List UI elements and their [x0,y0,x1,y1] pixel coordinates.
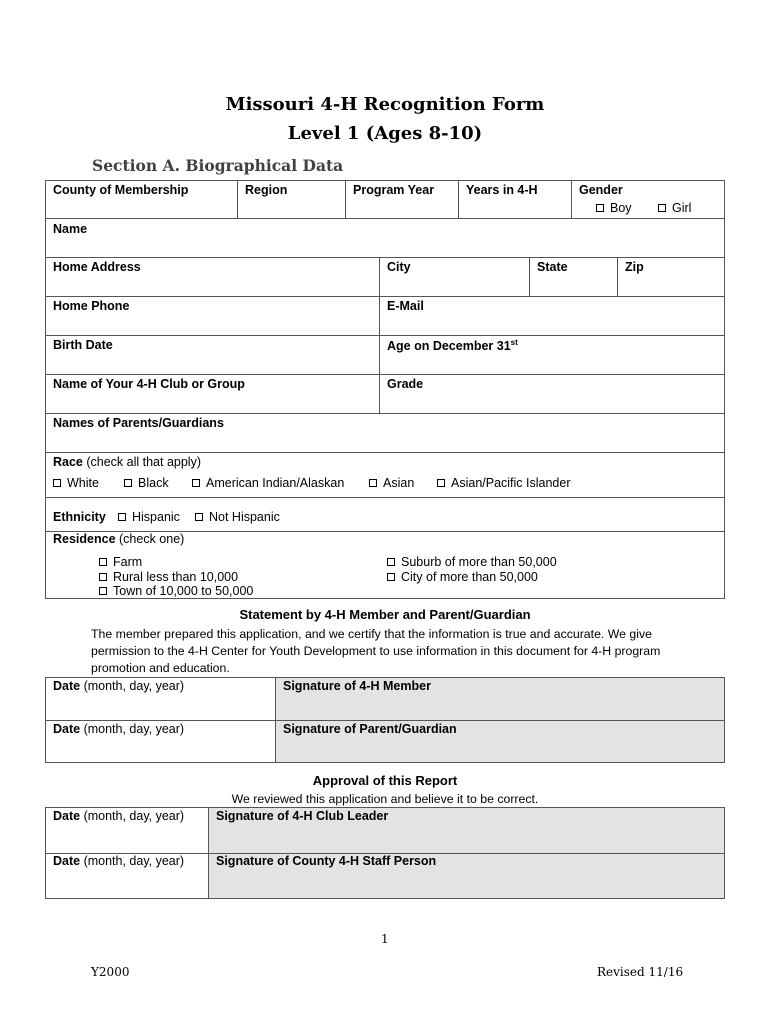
birth-date-label: Birth Date [53,338,113,352]
zip-label: Zip [625,260,644,274]
parents-label: Names of Parents/Guardians [53,416,224,430]
gender-label: Gender [579,183,623,197]
statement-text-line2: permission to the 4-H Center for Youth Development to use information in this document for 4-H program [91,644,661,658]
checkbox-icon [99,573,107,581]
residence-suburb-option[interactable]: Suburb of more than 50,000 [387,555,557,569]
ethnicity-hispanic-option[interactable]: Hispanic [118,510,180,524]
page-number: 1 [381,932,389,946]
form-subtitle: Level 1 (Ages 8-10) [287,123,483,144]
years-in-4h-label: Years in 4-H [466,183,538,197]
statement-text-line3: promotion and education. [91,661,230,675]
residence-city-option[interactable]: City of more than 50,000 [387,570,538,584]
race-white-option[interactable]: White [53,476,99,490]
approval-heading: Approval of this Report [312,773,458,788]
footer-revised: Revised 11/16 [597,965,684,979]
residence-label: Residence (check one) [53,532,185,546]
staff-signature-label: Signature of County 4-H Staff Person [216,854,437,868]
checkbox-icon [99,587,107,595]
age-december-label: Age on December 31st [387,338,518,354]
parent-date-label: Date (month, day, year) [53,722,185,736]
staff-date-label: Date (month, day, year) [53,854,185,868]
checkbox-icon [369,479,377,487]
checkbox-icon [437,479,445,487]
leader-signature-label: Signature of 4-H Club Leader [216,809,389,823]
email-label: E-Mail [387,299,424,313]
ethnicity-label: Ethnicity [53,510,106,524]
statement-heading: Statement by 4-H Member and Parent/Guardian [239,607,531,622]
footer-code: Y2000 [91,965,130,979]
city-label: City [387,260,411,274]
leader-date-label: Date (month, day, year) [53,809,185,823]
home-address-label: Home Address [53,260,141,274]
race-asian-pacific-option[interactable]: Asian/Pacific Islander [437,476,571,490]
name-label: Name [53,222,88,236]
member-date-label: Date (month, day, year) [53,679,185,693]
residence-rural-option[interactable]: Rural less than 10,000 [99,570,238,584]
grade-label: Grade [387,377,424,391]
residence-farm-option[interactable]: Farm [99,555,142,569]
checkbox-icon [53,479,61,487]
checkbox-icon [118,513,126,521]
parent-signature-label: Signature of Parent/Guardian [283,722,457,736]
program-year-label: Program Year [353,183,435,197]
race-label: Race (check all that apply) [53,455,201,469]
form-title: Missouri 4-H Recognition Form [225,94,545,115]
statement-text-line1: The member prepared this application, and we certify that the information is true and accurate. We give [91,627,652,641]
checkbox-icon [658,204,666,212]
approval-text: We reviewed this application and believe it to be correct. [231,792,539,806]
checkbox-icon [99,558,107,566]
section-a-heading: Section A. Biographical Data [92,156,344,175]
residence-town-option[interactable]: Town of 10,000 to 50,000 [99,584,253,598]
home-phone-label: Home Phone [53,299,130,313]
checkbox-icon [387,558,395,566]
ethnicity-not-hispanic-option[interactable]: Not Hispanic [195,510,280,524]
checkbox-icon [124,479,132,487]
race-american-indian-option[interactable]: American Indian/Alaskan [192,476,344,490]
checkbox-icon [596,204,604,212]
gender-girl-option[interactable]: Girl [658,201,691,215]
race-black-option[interactable]: Black [124,476,169,490]
checkbox-icon [387,573,395,581]
gender-boy-option[interactable]: Boy [596,201,632,215]
member-signature-label: Signature of 4-H Member [283,679,431,693]
state-label: State [537,260,568,274]
checkbox-icon [192,479,200,487]
race-asian-option[interactable]: Asian [369,476,414,490]
club-name-label: Name of Your 4-H Club or Group [53,377,245,391]
region-label: Region [245,183,288,197]
county-label: County of Membership [53,183,189,197]
checkbox-icon [195,513,203,521]
